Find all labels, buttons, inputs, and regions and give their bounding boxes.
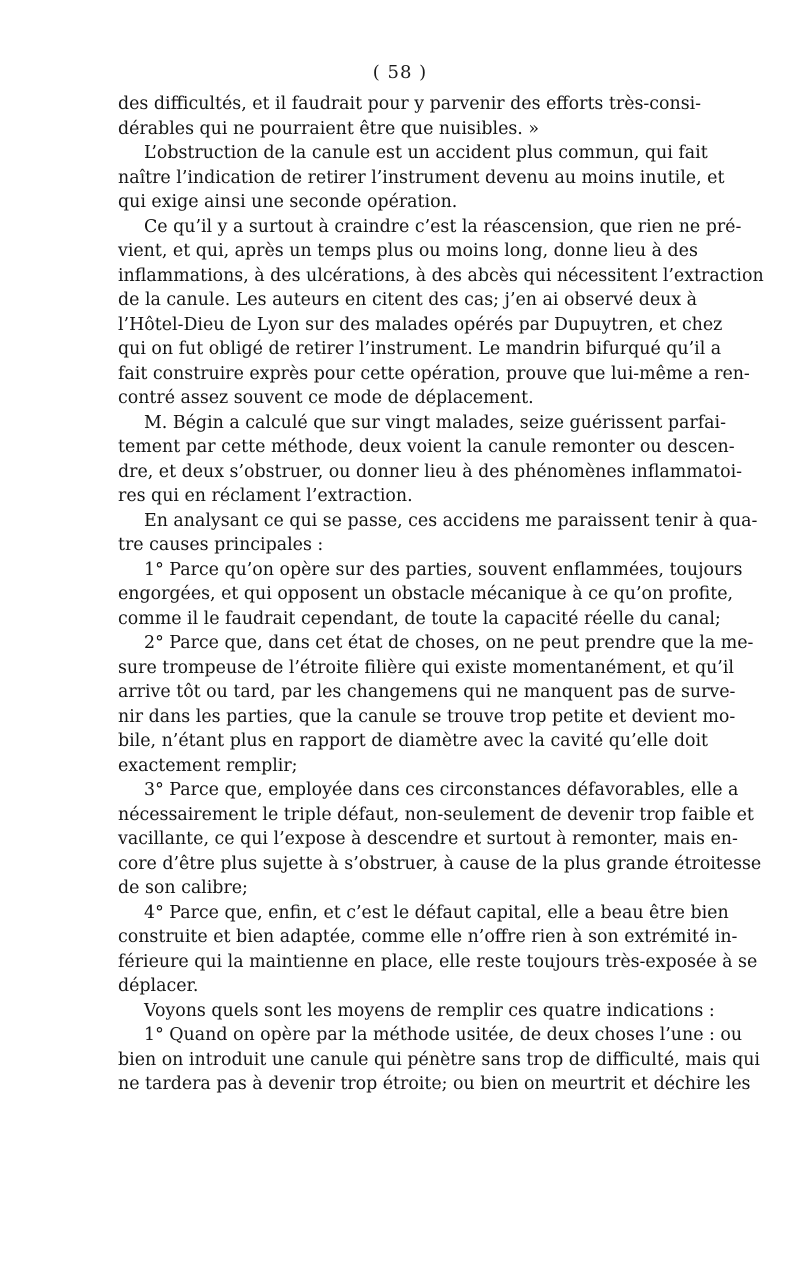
text-line: des difficultés, et il faudrait pour y parvenir des efforts très-consi- <box>118 94 702 114</box>
text-line: Voyons quels sont les moyens de remplir ces quatre indications : <box>144 1000 715 1021</box>
text-line: bile, n’étant plus en rapport de diamètre avec la cavité qu’elle doit <box>118 731 708 751</box>
paragraph <box>118 999 715 1024</box>
text-line: dre, et deux s’obstruer, ou donner lieu à des phénomènes inflammatoi- <box>118 461 743 482</box>
text-line: vient, et qui, après un temps plus ou moins long, donne lieu à des <box>118 241 698 261</box>
text-line: core d’être plus sujette à s’obstruer, à cause de la plus grande étroitesse <box>118 853 762 874</box>
paragraph <box>118 901 758 999</box>
text-line: dérables qui ne pourraient être que nuisibles. » <box>118 118 539 139</box>
text-line: sure trompeuse de l’étroite filière qui existe momentanément, et qu’il <box>118 657 734 678</box>
text-line: vacillante, ce qui l’expose à descendre et surtout à remonter, mais en- <box>118 829 738 849</box>
text-line: arrive tôt ou tard, par les changemens qui ne manquent pas de surve- <box>118 682 736 702</box>
text-line: fait construire exprès pour cette opération, prouve que lui-même a ren- <box>118 363 750 384</box>
text-line: 3° Parce que, employée dans ces circonstances défavorables, elle a <box>144 780 739 800</box>
text-line: déplacer. <box>118 976 199 996</box>
text-line: exactement remplir; <box>118 755 298 776</box>
text-line: En analysant ce qui se passe, ces accidens me paraissent tenir à qua- <box>144 510 758 531</box>
paragraph <box>118 631 754 778</box>
text-line: de la canule. Les auteurs en citent des cas; j’en ai observé deux à <box>118 290 698 310</box>
text-line: 2° Parce que, dans cet état de choses, on ne peut prendre que la me- <box>144 633 754 653</box>
paragraph <box>118 141 725 215</box>
text-line: bien on introduit une canule qui pénètre sans trop de difficulté, mais qui <box>118 1049 760 1070</box>
body-text <box>118 92 764 1097</box>
text-line: naître l’indication de retirer l’instrument devenu au moins inutile, et <box>118 167 725 188</box>
paragraph <box>118 215 764 411</box>
text-line: 1° Parce qu’on opère sur des parties, souvent enflammées, toujours <box>144 559 743 580</box>
text-line: de son calibre; <box>118 878 248 898</box>
text-line: tre causes principales : <box>118 535 324 555</box>
paragraph <box>118 411 743 509</box>
text-line: l’Hôtel-Dieu de Lyon sur des malades opérés par Dupuytren, et chez <box>118 314 723 335</box>
text-line: férieure qui la maintienne en place, elle reste toujours très-exposée à se <box>118 951 758 972</box>
text-line: inflammations, à des ulcérations, à des abcès qui nécessitent l’extraction <box>118 265 764 286</box>
text-line: res qui en réclament l’extraction. <box>118 486 413 506</box>
text-line: nir dans les parties, que la canule se trouve trop petite et devient mo- <box>118 706 736 727</box>
text-line: Ce qu’il y a surtout à craindre c’est la réascension, que rien ne pré- <box>144 216 742 237</box>
text-line: qui on fut obligé de retirer l’instrument. Le mandrin bifurqué qu’il a <box>118 339 722 359</box>
paragraph <box>118 509 758 558</box>
paragraph <box>118 778 762 901</box>
text-line: tement par cette méthode, deux voient la canule remonter ou descen- <box>118 437 735 457</box>
text-line: M. Bégin a calculé que sur vingt malades, seize guérissent parfai- <box>144 412 726 433</box>
text-line: nécessairement le triple défaut, non-seulement de devenir trop faible et <box>118 804 754 825</box>
text-line: contré assez souvent ce mode de déplacement. <box>118 388 534 408</box>
text-line: 4° Parce que, enfin, et c’est le défaut capital, elle a beau être bien <box>144 902 729 923</box>
paragraph <box>118 558 743 632</box>
paragraph <box>118 1023 760 1097</box>
text-line: construite et bien adaptée, comme elle n’offre rien à son extrémité in- <box>118 927 738 947</box>
paragraph <box>118 92 702 141</box>
text-line: 1° Quand on opère par la méthode usitée, de deux choses l’une : ou <box>144 1025 743 1045</box>
text-line: comme il le faudrait cependant, de toute la capacité réelle du canal; <box>118 608 721 629</box>
text-line: engorgées, et qui opposent un obstacle mécanique à ce qu’on profite, <box>118 584 734 604</box>
text-line: L’obstruction de la canule est un accident plus commun, qui fait <box>144 143 708 163</box>
page-number: ( 58 ) <box>372 62 428 83</box>
text-line: qui exige ainsi une seconde opération. <box>118 192 458 212</box>
text-line: ne tardera pas à devenir trop étroite; ou bien on meurtrit et déchire les <box>118 1074 751 1094</box>
